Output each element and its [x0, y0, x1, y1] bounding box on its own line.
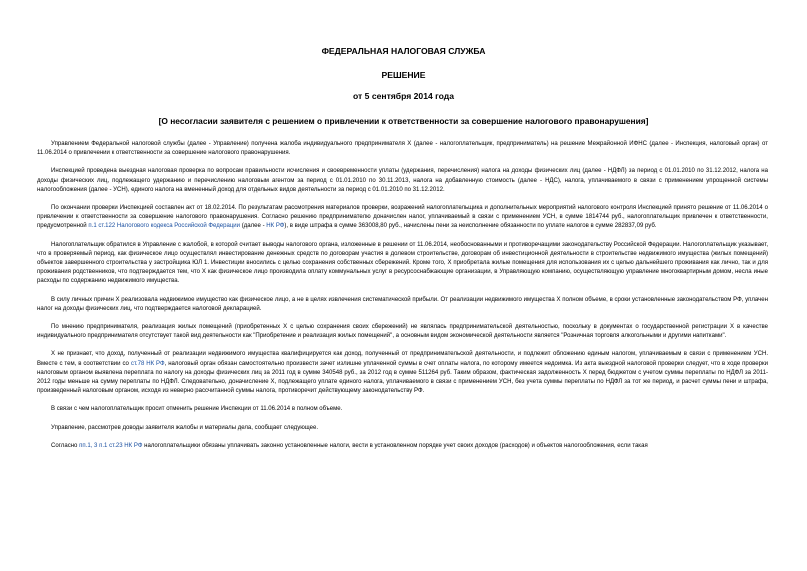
paragraph-7 [37, 350, 768, 396]
paragraph-10 [37, 442, 768, 451]
paragraph-7-text-a: Х не признает, что доход, полученный от реализации недвижимого имущества квалифицируется как доход, полученный от предпринимательской деятельности, и подлежит обложению единым налогом, уплачиваемым в связи с применением УСН. Вместе с тем, в соответствии со [37, 351, 768, 367]
document-date: от 5 сентября 2014 года [353, 91, 454, 101]
tax-code-article-23-link[interactable]: пп.1, 3 п.1 ст.23 НК РФ [79, 442, 143, 449]
paragraph-3-text-a: По окончании проверки Инспекцией составлен акт от 18.02.2014. По результатам рассмотрения материалов проверки, возражений налогоплательщика и дополнительных мероприятий налогового контроля Инспекцией принято решение от 11.06.2014 о привлечении к ответственности за совершение налогового правонарушения. Согласно решению предпринимателю доначислен налог, уплачиваемый в связи с применением УСН, в сумме 1814744 руб., налогоплательщик привлечен к ответственности, предусмотренной [37, 205, 768, 230]
document-type-heading: РЕШЕНИЕ [381, 70, 426, 80]
paragraph-10-text-b: налогоплательщики обязаны уплачивать законно установленные налоги, вести в установленном порядке учет своих доходов (расходов) и объектов налогообложения, если такая [142, 442, 648, 449]
tax-code-article-122-link[interactable]: п.1 ст.122 Налогового кодекса Российской Федерации [88, 223, 241, 230]
agency-heading: ФЕДЕРАЛЬНАЯ НАЛОГОВАЯ СЛУЖБА [321, 46, 486, 56]
paragraph-5: В силу личных причин Х реализовала недвижимое имущество как физическое лицо, а не в целях извлечения систематической прибыли. От реализации недвижимого имущества Х полном объеме, в сроки установленные законодательством РФ, уплачен налог на доходы физических лиц, что подтверждается налоговой декларацией. [37, 296, 768, 312]
paragraph-8: В связи с чем налогоплательщик просит отменить решение Инспекции от 11.06.2014 в полном объеме. [51, 406, 343, 413]
tax-code-link[interactable]: НК РФ [266, 223, 285, 230]
paragraph-1: Управлением Федеральной налоговой службы (далее - Управление) получена жалоба индивидуального предпринимателя Х (далее - налогоплательщик, предприниматель) на решение Межрайонной ИФНС (далее - Инспекция, налоговый орган) от 11.06.2014 о привлечении к ответственности за совершение налогового правонарушения. [37, 141, 768, 157]
paragraph-9: Управление, рассмотрев доводы заявителя жалобы и материалы дела, сообщает следующее. [51, 424, 319, 431]
paragraph-4: Налогоплательщик обратился в Управление с жалобой, в которой считает выводы налогового органа, изложенные в решении от 11.06.2014, необоснованными и противоречащими законодательству Российской Федерации. Налогоплательщик указывает, что в проверяемый период, как физическое лицо осуществлял инвестирование денежных средств по договорам участия в долевом строительстве, договорам об инвестиционной деятельности в строительстве недвижимого имущества (жилых помещений) объектов завершенного строительства у застройщика ЮЛ 1. Инвестиции вносились с целью сохранения собственных сбережений. Кроме того, Х приобретала жилые помещения для использования их с целью дальнейшего проживания как лично, так и для проживания родственников, что подтверждается тем, что Х как физическое лицо производила оплату коммунальных услуг в ресурсоснабжающие организации, в Управляющую компанию, осуществляющую управление многоквартирным домом, несла иные расходы по содержанию недвижимого имущества. [37, 241, 768, 285]
paragraph-3-text-c: ), в виде штрафа в сумме 363008,80 руб., начислены пени за неисполнение обязанности по уплате налогов в сумме 282837,09 руб. [284, 223, 657, 230]
paragraph-3-text-b: (далее - [240, 223, 267, 230]
paragraph-2: Инспекцией проведена выездная налоговая проверка по вопросам правильности исчисления и своевременности уплаты (удержания, перечисления) налога на доходы физических лиц (далее - НДФЛ) за период с 01.01.2010 по 31.12.2012, налога на доходы физических лиц, подлежащего удержанию и перечислению налоговым агентом за период с 01.01.2010 по 30.11.2013, налога на добавленную стоимость (далее - НДС), налога, уплачиваемого в связи с применением упрощенной системы налогообложения (далее - УСН), единого налога на вмененный доход для отдельных видов деятельности за период с 01.01.2010 по 31.12.2012. [37, 168, 768, 193]
paragraph-10-text-a: Согласно [51, 442, 80, 449]
paragraph-7-text-b: , налоговый орган обязан самостоятельно произвести зачет излишне уплаченной суммы в счет оплаты налога, по которому имеется недоимка. Из акта выездной налоговой проверки следует, что в ходе проверки налоговым органом выявлена переплата по налогу на доходы физических лиц за 2011 год в сумме 340548 руб., за 2012 год в сумме 511264 руб. Таким образом, фактическая задолженность Х перед бюджетом с учетом суммы переплаты по НДФЛ за 2011-2012 годы меньше на сумму переплаты по НДФЛ. Следовательно, доначисление Х, подлежащего уплате единого налога, уплачиваемого в связи с применением УСН, без учета суммы переплаты по НДФЛ за тот же период, и расчет суммы пени и штрафа, произведенный налоговым органом, исходя из неверно рассчитанной суммы налога, противоречит действующему законодательству РФ. [37, 360, 769, 395]
document-body [37, 140, 768, 460]
tax-code-article-78-link[interactable]: ст.78 НК РФ [130, 360, 165, 367]
paragraph-6: По мнению предпринимателя, реализация жилых помещений (приобретенных Х с целью сохранения своих сбережений) не являлась предпринимательской деятельностью, поскольку в документах о государственной регистрации Х в качестве индивидуального предпринимателя отсутствует такой вид деятельности как "Приобретение и реализация жилых помещений", а основным видом экономической деятельности является "Розничная торговля алкогольными и другими напитками". [37, 324, 768, 340]
paragraph-3 [37, 204, 768, 232]
document-subject: [О несогласии заявителя с решением о привлечении к ответственности за совершение налогового правонарушения] [158, 116, 649, 126]
